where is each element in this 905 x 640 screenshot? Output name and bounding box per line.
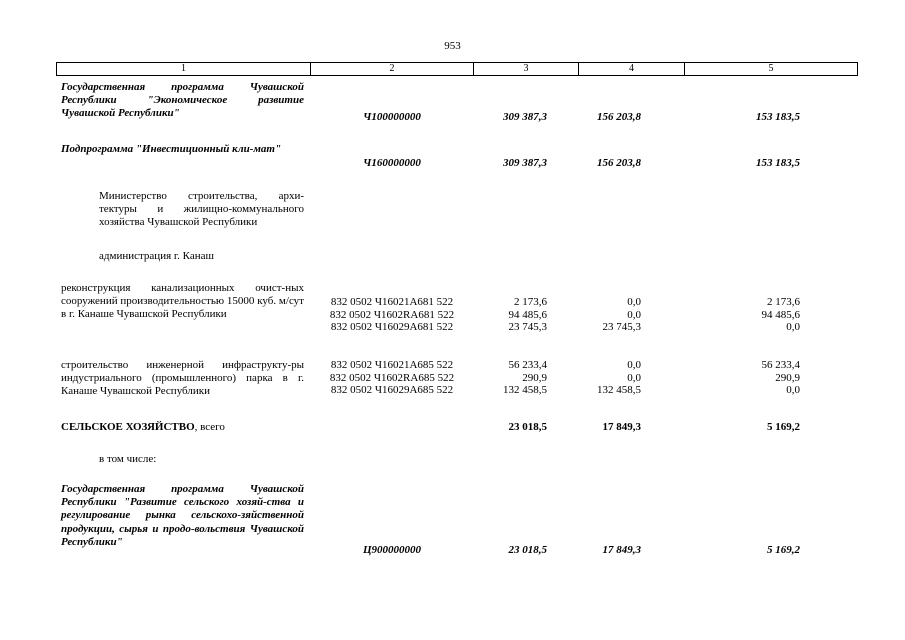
row-value: 132 458,5: [503, 384, 547, 396]
row-code: Ч160000000: [363, 157, 421, 169]
row-value-col5: 5 169,2: [767, 421, 800, 433]
column-header-row: [57, 63, 858, 76]
row-value: 0,0: [786, 384, 800, 396]
row-value: 94 485,6: [508, 308, 547, 321]
row-value-col4: 156 203,8: [597, 111, 641, 123]
row-name-rest: , всего: [194, 421, 225, 433]
row-value: 0,0: [627, 371, 641, 384]
column-header-4: 4: [579, 63, 685, 76]
row-values-col3: [473, 359, 547, 397]
row-values-col4: [550, 359, 641, 397]
row-value-col3: 23 018,5: [508, 544, 547, 556]
row-code: 832 0502 Ч16021А685 522: [330, 359, 454, 371]
row-value-col4: 17 849,3: [602, 421, 641, 433]
row-values-col5: [645, 359, 800, 397]
row-name: Государственная программа Чувашской Республики "Экономическое развитие Чувашской Республики": [61, 81, 304, 120]
row-value: 56 233,4: [508, 359, 547, 371]
row-value: 56 233,4: [761, 359, 800, 371]
row-values-col3: [473, 296, 547, 334]
row-name: Подпрограмма "Инвестиционный кли-мат": [61, 143, 282, 155]
row-values-col5: [645, 296, 800, 334]
row-value: 0,0: [627, 296, 641, 308]
row-name: реконструкция канализационных очист-ных сооружений производительностью 15000 куб. м/сут в г. Канаше Чувашской Республики: [61, 282, 304, 321]
row-name: [61, 421, 304, 434]
row-code: 832 0502 Ч16021А681 522: [330, 296, 454, 308]
row-value-col4: 156 203,8: [597, 157, 641, 169]
row-value-col3: 309 387,3: [503, 111, 547, 123]
row-name: в том числе:: [99, 453, 157, 465]
column-header-5: 5: [685, 63, 858, 76]
row-code: Ц900000000: [362, 544, 422, 556]
row-codes: [312, 359, 472, 397]
row-code: 832 0502 Ч1602RА685 522: [329, 371, 455, 384]
row-values-col4: [550, 296, 641, 334]
row-value: 23 745,3: [508, 321, 547, 333]
row-value: 94 485,6: [761, 308, 800, 321]
row-value: 2 173,6: [767, 296, 800, 308]
row-code: Ч100000000: [363, 111, 421, 123]
page-number: 953: [444, 40, 461, 52]
row-value: 132 458,5: [597, 384, 641, 396]
row-value-col5: 153 183,5: [756, 157, 800, 169]
row-value: 0,0: [786, 321, 800, 333]
column-header-1: 1: [57, 63, 311, 76]
row-name: Министерство строительства, архи-тектуры и жилищно-коммунального хозяйства Чувашской Республики: [99, 190, 304, 229]
row-name-bold: СЕЛЬСКОЕ ХОЗЯЙСТВО: [61, 421, 195, 433]
row-code: 832 0502 Ч16029А685 522: [330, 384, 454, 396]
row-code: 832 0502 Ч16029А681 522: [330, 321, 454, 333]
row-code: 832 0502 Ч1602RА681 522: [329, 308, 455, 321]
column-header-2: 2: [311, 63, 474, 76]
row-value-col5: 5 169,2: [767, 544, 800, 556]
row-name: строительство инженерной инфраструкту-ры индустриального (промышленного) парка в г. Канаше Чувашской Республики: [61, 359, 304, 398]
row-value-col4: 17 849,3: [602, 544, 641, 556]
row-value: 2 173,6: [514, 296, 547, 308]
row-value: 290,9: [775, 371, 800, 384]
row-value: 23 745,3: [602, 321, 641, 333]
row-value: 290,9: [522, 371, 547, 384]
column-header-table: [56, 62, 858, 76]
column-header-3: 3: [474, 63, 579, 76]
row-value-col3: 23 018,5: [508, 421, 547, 433]
row-value-col3: 309 387,3: [503, 157, 547, 169]
row-value-col5: 153 183,5: [756, 111, 800, 123]
row-codes: [312, 296, 472, 334]
row-value: 0,0: [627, 308, 641, 321]
row-name: администрация г. Канаш: [99, 250, 214, 262]
row-value: 0,0: [627, 359, 641, 371]
row-name: Государственная программа Чувашской Республики "Развитие сельского хозяй-ства и регулирование рынка сельскохо-зяйственной продукции, сырья и продо-вольствия Чувашской Республики": [61, 483, 304, 548]
